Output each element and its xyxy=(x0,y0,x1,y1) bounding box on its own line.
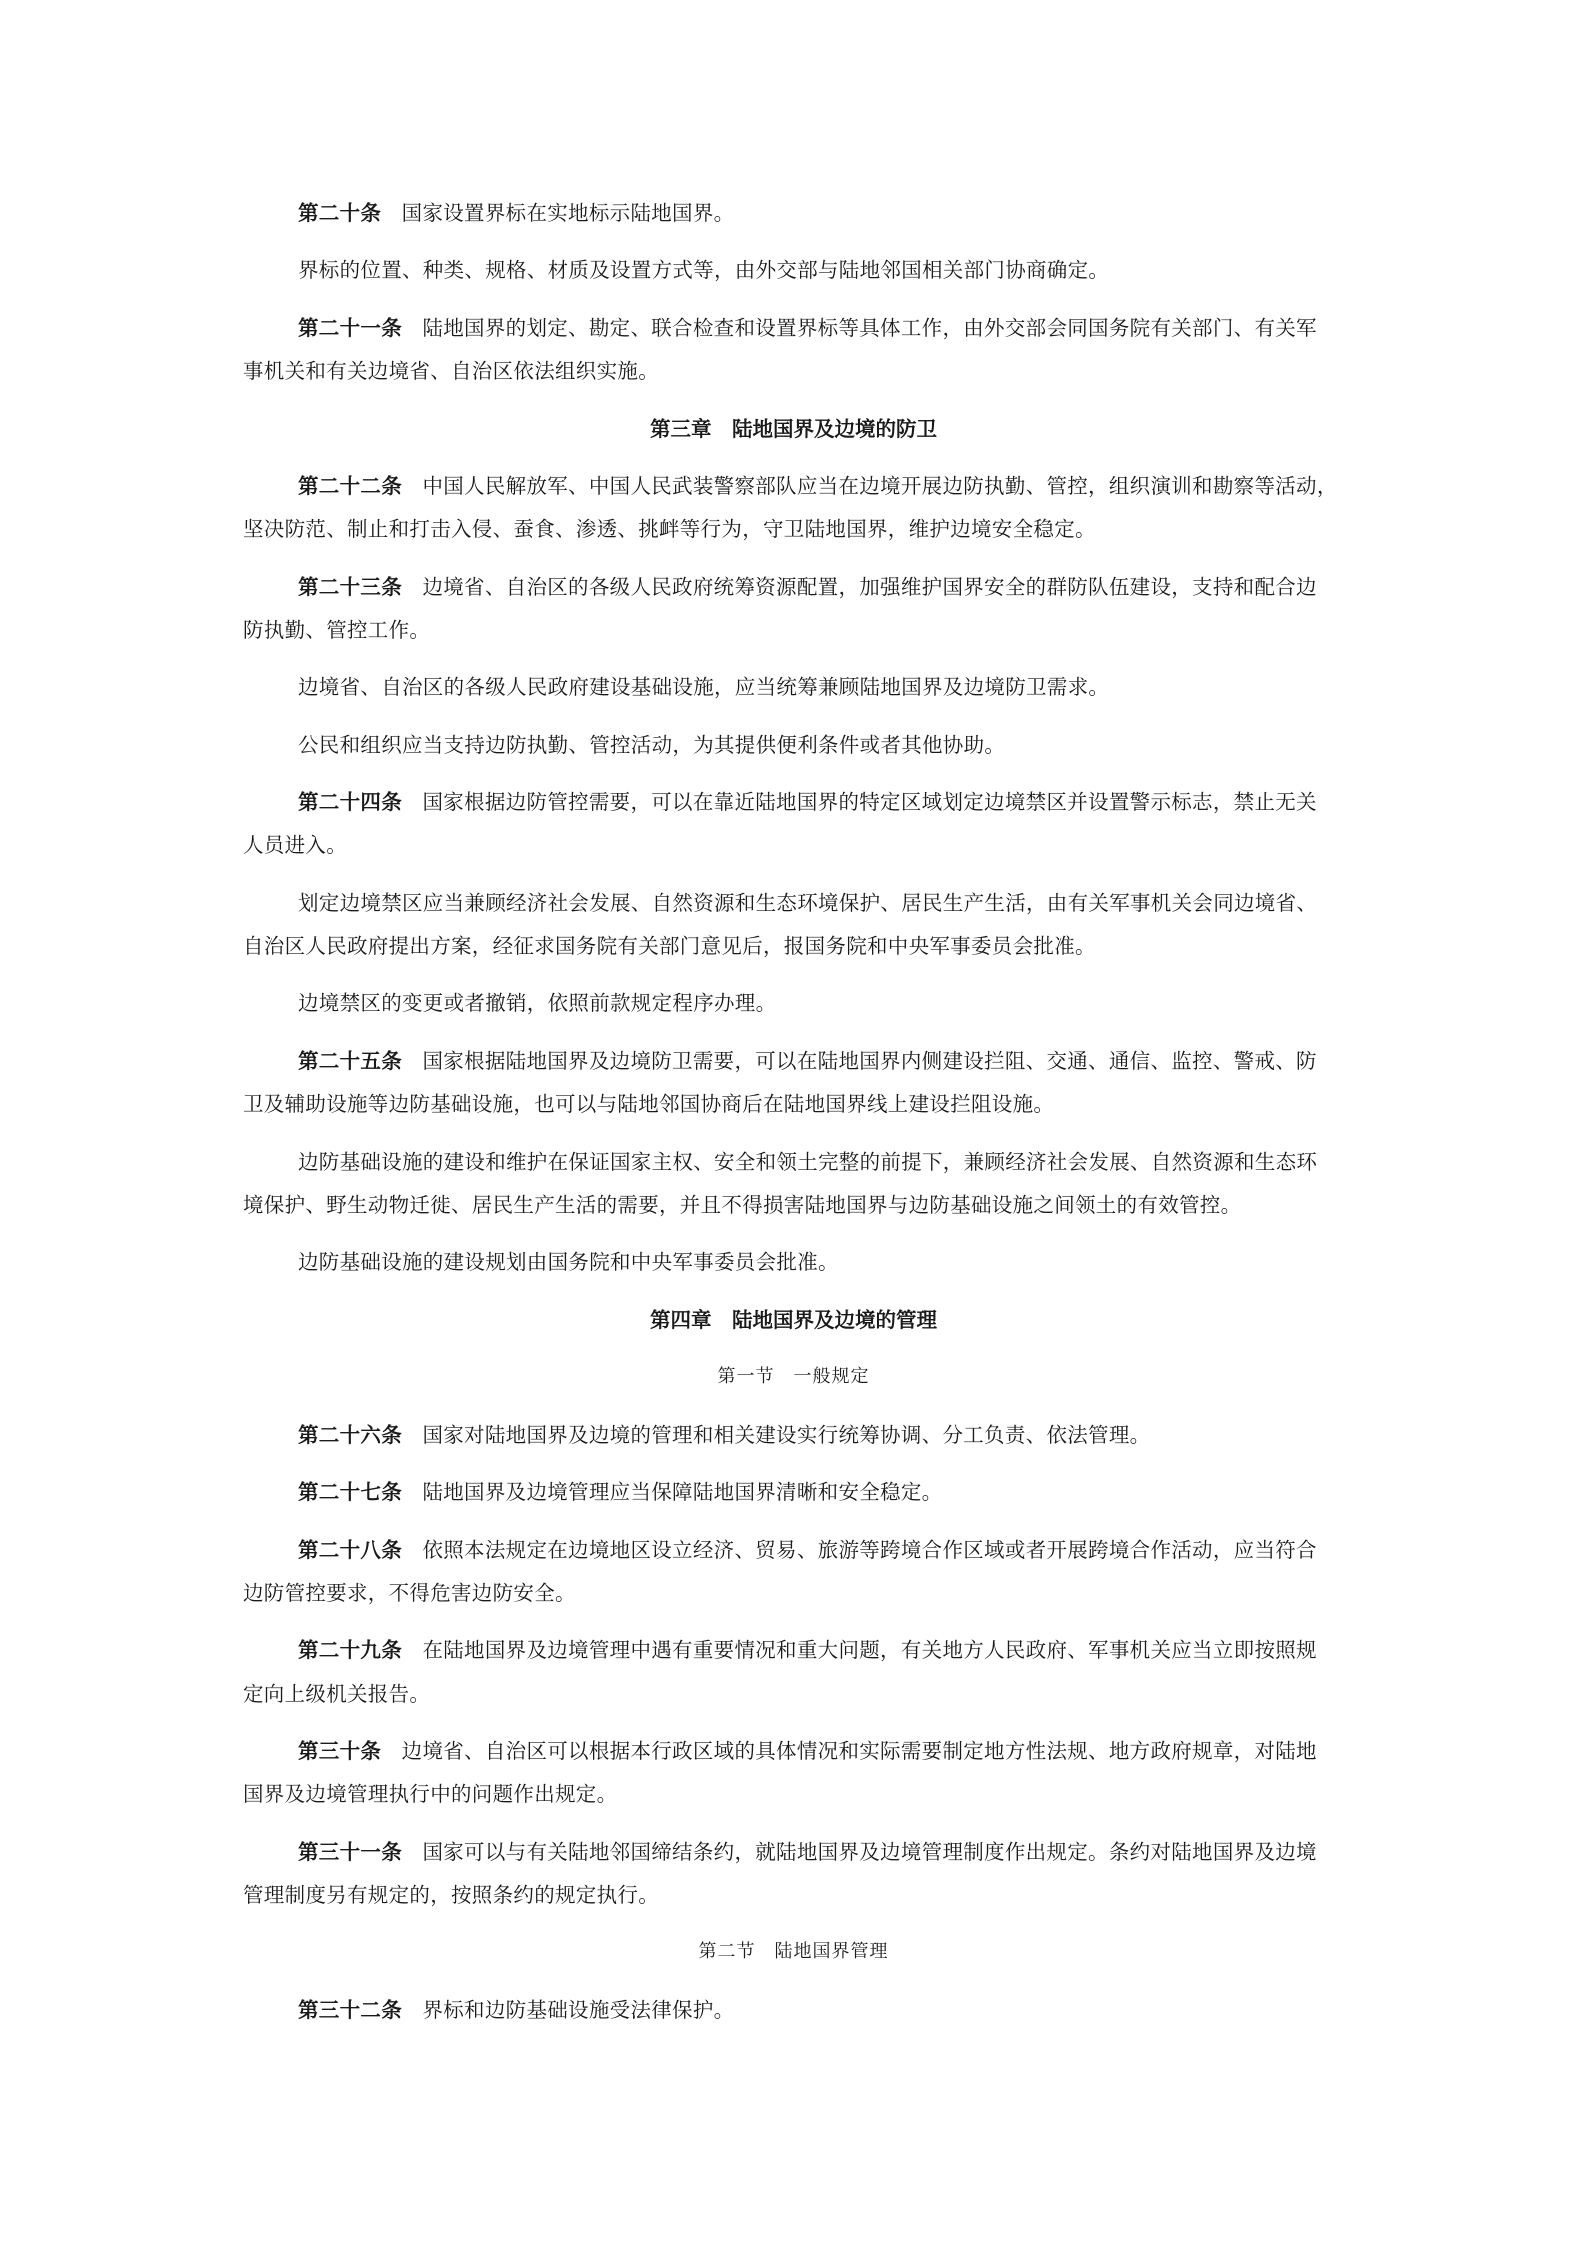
section-2-title: 第二节 陆地国界管理 xyxy=(698,1941,889,1962)
article-25-line-2: 卫及辅助设施等边防基础设施，也可以与陆地邻国协商后在陆地国界线上建设拦阻设施。 xyxy=(243,1092,1055,1116)
article-number: 第三十条 xyxy=(298,1739,382,1763)
article-text: 边境省、自治区的各级人民政府统筹资源配置，加强维护国界安全的群防队伍建设，支持和配合边 xyxy=(422,575,1317,599)
article-number: 第二十二条 xyxy=(298,474,402,498)
article-text: 国家设置界标在实地标示陆地国界。 xyxy=(401,201,735,225)
paragraph-line: 边境省、自治区的各级人民政府建设基础设施，应当统筹兼顾陆地国界及边境防卫需求。 xyxy=(298,675,1110,699)
article-number: 第三十二条 xyxy=(298,1998,402,2022)
article-text: 依照本法规定在边境地区设立经济、贸易、旅游等跨境合作区域或者开展跨境合作活动，应当符合 xyxy=(422,1538,1317,1562)
article-text: 国家根据陆地国界及边境防卫需要，可以在陆地国界内侧建设拦阻、交通、通信、监控、警戒、防 xyxy=(422,1049,1317,1073)
paragraph-line: 边防基础设施的建设和维护在保证国家主权、安全和领土完整的前提下，兼顾经济社会发展、自然资源和生态环 xyxy=(298,1150,1318,1174)
paragraph-line: 境保护、野生动物迁徙、居民生产生活的需要，并且不得损害陆地国界与边防基础设施之间领土的有效管控。 xyxy=(243,1193,1242,1217)
article-number: 第二十一条 xyxy=(298,316,402,340)
article-number: 第二十九条 xyxy=(298,1638,402,1662)
article-number: 第二十条 xyxy=(298,201,382,225)
paragraph-line: 划定边境禁区应当兼顾经济社会发展、自然资源和生态环境保护、居民生产生活，由有关军事机关会同边境省、 xyxy=(298,891,1318,915)
article-29-line-2: 定向上级机关报告。 xyxy=(243,1682,431,1706)
article-29-line-1 xyxy=(298,1636,1317,1664)
article-24-line-1 xyxy=(298,788,1317,816)
paragraph-line: 自治区人民政府提出方案，经征求国务院有关部门意见后，报国务院和中央军事委员会批准。 xyxy=(243,934,1096,958)
paragraph-line: 边境禁区的变更或者撤销，依照前款规定程序办理。 xyxy=(298,991,777,1015)
article-number: 第二十八条 xyxy=(298,1538,402,1562)
paragraph-line: 边防基础设施的建设规划由国务院和中央军事委员会批准。 xyxy=(298,1250,839,1274)
article-number: 第二十六条 xyxy=(298,1423,402,1447)
paragraph-line: 公民和组织应当支持边防执勤、管控活动，为其提供便利条件或者其他协助。 xyxy=(298,733,1006,757)
article-text: 国家对陆地国界及边境的管理和相关建设实行统筹协调、分工负责、依法管理。 xyxy=(422,1423,1151,1447)
article-text: 中国人民解放军、中国人民武装警察部队应当在边境开展边防执勤、管控，组织演训和勘察等活动， xyxy=(422,474,1338,498)
article-25-line-1 xyxy=(298,1047,1317,1075)
chapter-3-title: 第三章 陆地国界及边境的防卫 xyxy=(650,417,937,441)
article-24-line-2: 人员进入。 xyxy=(243,833,347,857)
article-number: 第三十一条 xyxy=(298,1840,402,1864)
article-27-line-1 xyxy=(298,1478,942,1506)
article-32-line-1 xyxy=(298,1996,734,2024)
article-text: 国家根据边防管控需要，可以在靠近陆地国界的特定区域划定边境禁区并设置警示标志，禁止无关 xyxy=(422,790,1317,814)
article-number: 第二十七条 xyxy=(298,1480,402,1504)
article-number: 第二十四条 xyxy=(298,790,402,814)
article-28-line-2: 边防管控要求，不得危害边防安全。 xyxy=(243,1581,576,1605)
article-text: 在陆地国界及边境管理中遇有重要情况和重大问题，有关地方人民政府、军事机关应当立即按照规 xyxy=(422,1638,1317,1662)
article-30-line-2: 国界及边境管理执行中的问题作出规定。 xyxy=(243,1782,618,1806)
article-23-line-1 xyxy=(298,573,1317,601)
article-31-line-2: 管理制度另有规定的，按照条约的规定执行。 xyxy=(243,1883,659,1907)
article-22-line-1 xyxy=(298,472,1338,500)
article-number: 第二十三条 xyxy=(298,575,402,599)
article-30-line-1 xyxy=(298,1737,1317,1765)
article-23-line-2: 防执勤、管控工作。 xyxy=(243,618,431,642)
article-text: 陆地国界及边境管理应当保障陆地国界清晰和安全稳定。 xyxy=(422,1480,943,1504)
section-1-title: 第一节 一般规定 xyxy=(717,1366,870,1387)
article-text: 国家可以与有关陆地邻国缔结条约，就陆地国界及边境管理制度作出规定。条约对陆地国界及边境 xyxy=(422,1840,1317,1864)
article-22-line-2: 坚决防范、制止和打击入侵、蚕食、渗透、挑衅等行为，守卫陆地国界，维护边境安全稳定。 xyxy=(243,517,1096,541)
article-28-line-1 xyxy=(298,1536,1317,1564)
chapter-4-title: 第四章 陆地国界及边境的管理 xyxy=(650,1308,937,1332)
paragraph-line: 界标的位置、种类、规格、材质及设置方式等，由外交部与陆地邻国相关部门协商确定。 xyxy=(298,258,1110,282)
article-21-line-2: 事机关和有关边境省、自治区依法组织实施。 xyxy=(243,359,659,383)
article-text: 陆地国界的划定、勘定、联合检查和设置界标等具体工作，由外交部会同国务院有关部门、有关军 xyxy=(422,316,1317,340)
article-26-line-1 xyxy=(298,1421,1150,1449)
article-20-line-1 xyxy=(298,199,734,227)
article-number: 第二十五条 xyxy=(298,1049,402,1073)
article-text: 界标和边防基础设施受法律保护。 xyxy=(422,1998,735,2022)
article-31-line-1 xyxy=(298,1838,1317,1866)
article-21-line-1 xyxy=(298,314,1317,342)
article-text: 边境省、自治区可以根据本行政区域的具体情况和实际需要制定地方性法规、地方政府规章，对陆地 xyxy=(401,1739,1317,1763)
